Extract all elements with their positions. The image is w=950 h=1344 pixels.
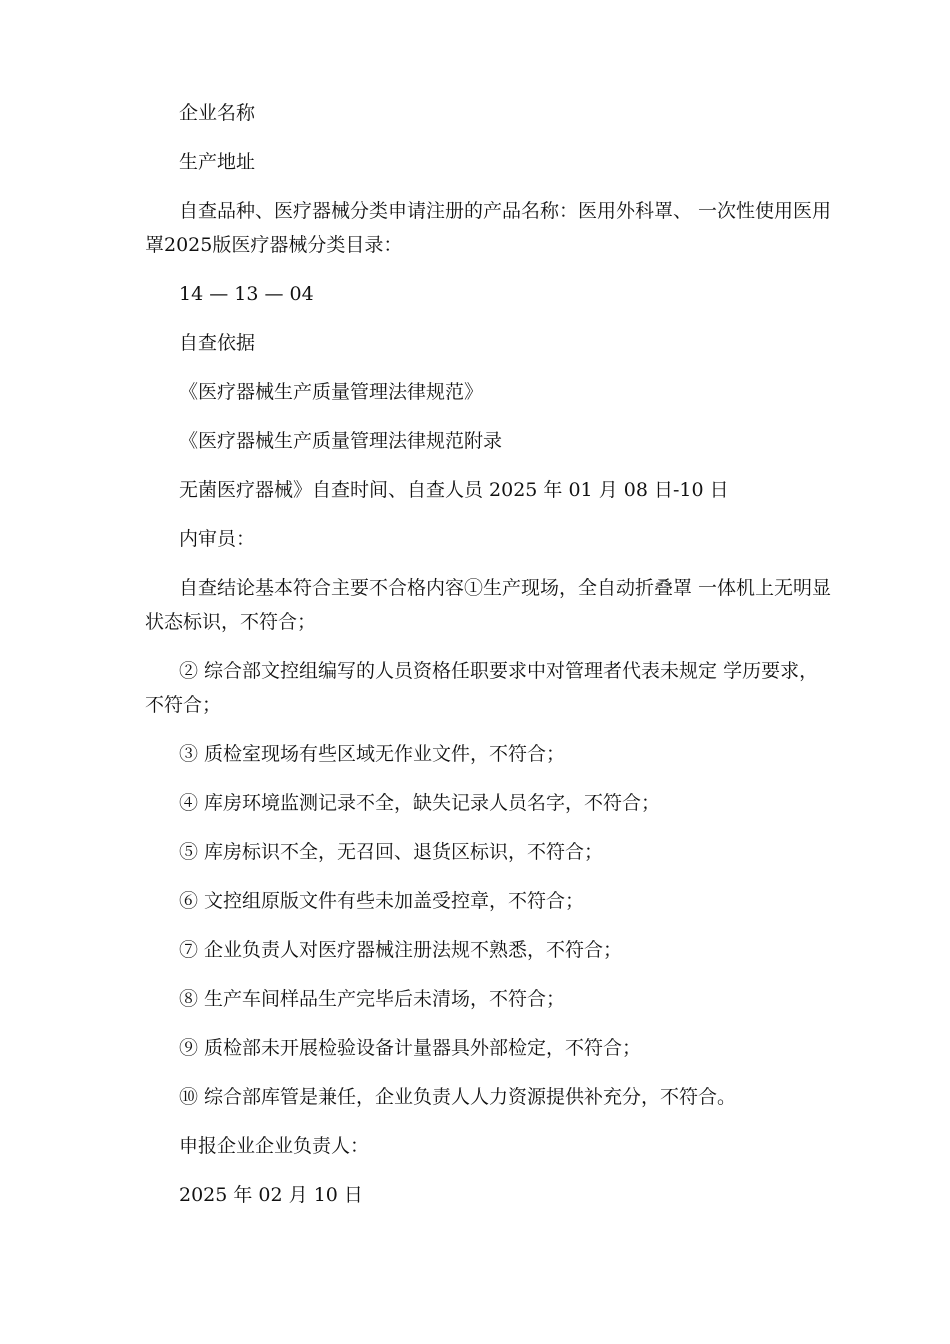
conclusion-item-6: ⑥ 文控组原版文件有些未加盖受控章，不符合；	[179, 890, 585, 912]
document-body	[145, 96, 835, 1212]
product-name-line: 自查品种、医疗器械分类申请注册的产品名称：医用外科罩、 一次性使用医用罩2025版医疗器械分类目录：	[145, 200, 832, 256]
inspection-basis-label: 自查依据	[179, 332, 256, 354]
internal-auditor-label: 内审员：	[179, 528, 256, 550]
conclusion-item-1: 自查结论基本符合主要不合格内容①生产现场，全自动折叠罩 一体机上无明显状态标识，不符合；	[145, 577, 832, 633]
conclusion-item-2: ② 综合部文控组编写的人员资格任职要求中对管理者代表未规定 学历要求，不符合；	[145, 660, 819, 716]
conclusion-item-8: ⑧ 生产车间样品生产完毕后未清场，不符合；	[179, 988, 566, 1010]
classification-code: 14 — 13 — 04	[179, 283, 314, 305]
signature-date: 2025 年 02 月 10 日	[179, 1184, 363, 1206]
conclusion-item-5: ⑤ 库房标识不全，无召回、退货区标识，不符合；	[179, 841, 604, 863]
conclusion-item-9: ⑨ 质检部未开展检验设备计量器具外部检定，不符合；	[179, 1037, 642, 1059]
inspection-time-line: 无菌医疗器械》自查时间、自查人员 2025 年 01 月 08 日-10 日	[179, 479, 729, 501]
regulation-appendix-title: 《医疗器械生产质量管理法律规范附录	[179, 430, 503, 452]
conclusion-item-4: ④ 库房环境监测记录不全，缺失记录人员名字，不符合；	[179, 792, 661, 814]
production-address-label: 生产地址	[179, 151, 256, 173]
applicant-signature-label: 申报企业企业负责人：	[179, 1135, 370, 1157]
conclusion-item-3: ③ 质检室现场有些区域无作业文件，不符合；	[179, 743, 566, 765]
conclusion-item-10: ⑩ 综合部库管是兼任，企业负责人人力资源提供补充分，不符合。	[179, 1086, 737, 1108]
regulation-title: 《医疗器械生产质量管理法律规范》	[179, 381, 484, 403]
conclusion-item-7: ⑦ 企业负责人对医疗器械注册法规不熟悉，不符合；	[179, 939, 623, 961]
company-name-label: 企业名称	[179, 102, 256, 124]
